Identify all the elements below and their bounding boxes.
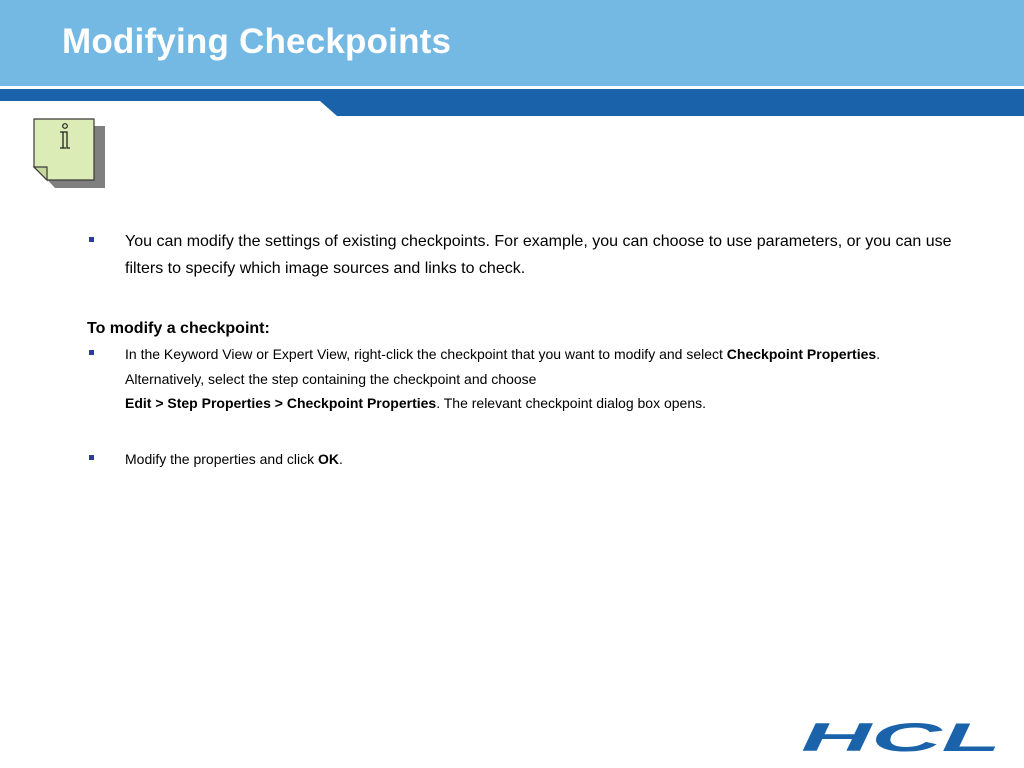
info-note-icon — [33, 118, 107, 190]
procedure-step-1 — [87, 342, 957, 416]
slide-title: Modifying Checkpoints — [62, 22, 452, 61]
step-2-ok: OK — [317, 450, 339, 467]
hcl-logo-text: HCL — [801, 720, 1001, 756]
step-1-checkpoint-properties: Checkpoint Properties — [726, 346, 877, 362]
step-1-menu-path: Edit > Step Properties > Checkpoint Properties — [125, 395, 437, 411]
intro-bullet — [87, 228, 957, 282]
step-1-text-c: . The relevant checkpoint dialog box opens. — [436, 395, 707, 411]
step-1-text-b: . Alternatively, select the step containing the checkpoint and choose — [125, 346, 881, 387]
hcl-logo — [798, 720, 1004, 756]
step-1-menu-path-line — [125, 391, 957, 416]
slide-content — [87, 228, 957, 471]
procedure-step-2 — [87, 447, 957, 472]
bullet-square-icon — [89, 237, 94, 242]
intro-text: You can modify the settings of existing checkpoints. For example, you can choose to use parameters, or you can use filters to specify which image sources and links to check. — [125, 233, 952, 277]
bullet-square-icon — [89, 455, 94, 460]
step-2-text-a: Modify the properties and click — [125, 450, 318, 467]
step-1-text-a: In the Keyword View or Expert View, right-click the checkpoint that you want to modify and select — [125, 346, 727, 362]
bullet-square-icon — [89, 350, 94, 355]
step-2-text-b: . — [338, 450, 343, 467]
procedure-heading: To modify a checkpoint: — [87, 320, 270, 337]
